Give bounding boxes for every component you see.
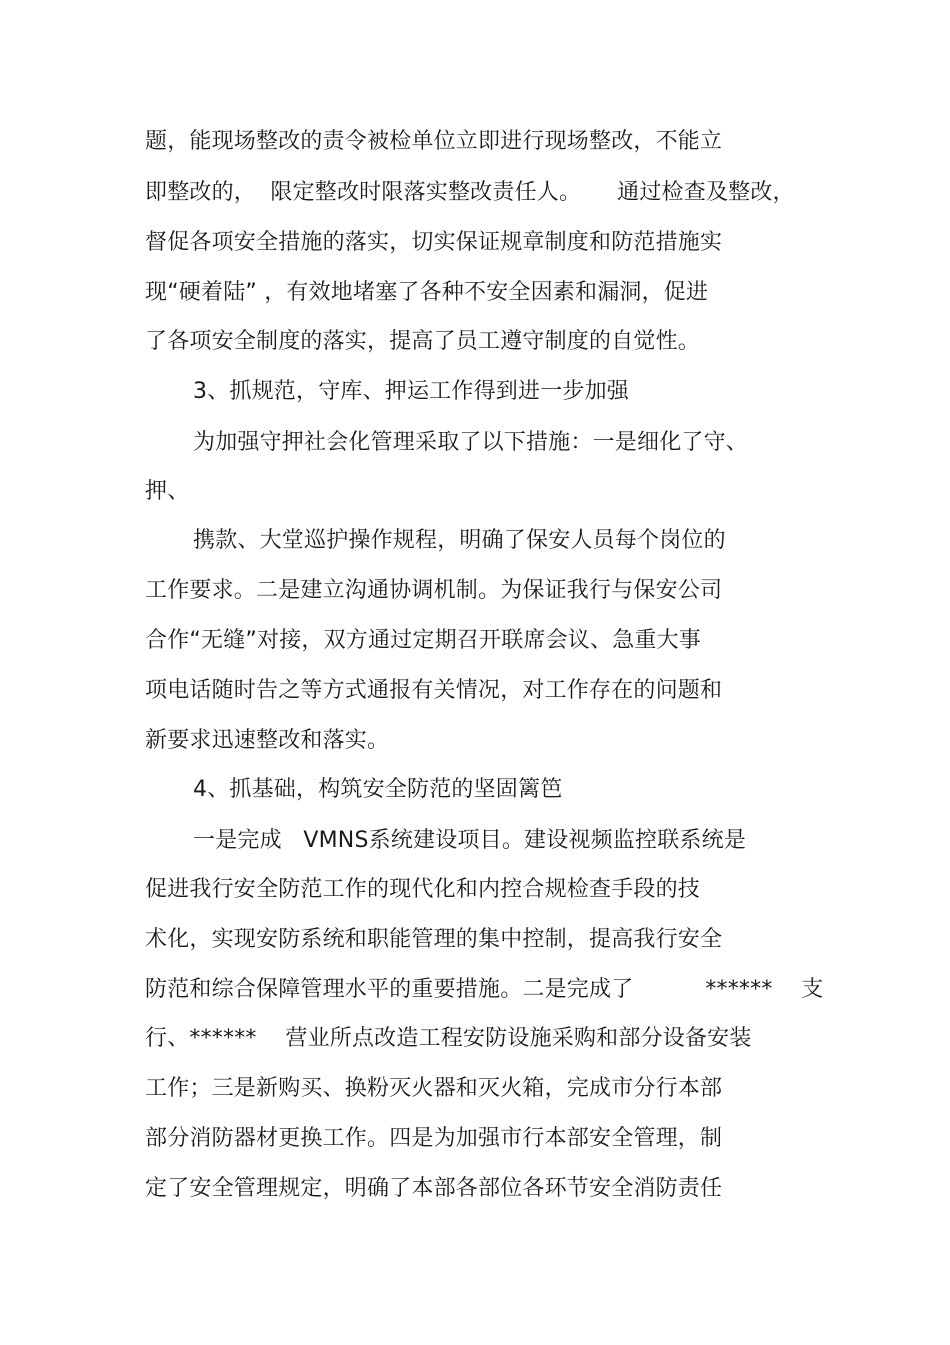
text-line: 部分消防器材更换工作。四是为加强市行本部安全管理，制 [145, 1126, 723, 1151]
text-line: 促进我行安全防范工作的现代化和内控合规检查手段的技 [145, 877, 701, 902]
text-line: 一是完成 VMNS系统建设项目。建设视频监控联系统是 [193, 828, 747, 853]
text-line: 合作“无缝”对接，双方通过定期召开联席会议、急重大事 [145, 628, 701, 653]
text-line: 工作要求。二是建立沟通协调机制。为保证我行与保安公司 [145, 578, 723, 603]
text-line: 携款、大堂巡护操作规程，明确了保安人员每个岗位的 [193, 528, 726, 553]
text-line: 了各项安全制度的落实，提高了员工遵守制度的自觉性。 [145, 329, 701, 354]
text-line: 行、****** 营业所点改造工程安防设施采购和部分设备安装 [145, 1026, 752, 1051]
text-line: 新要求迅速整改和落实。 [145, 728, 390, 753]
text-line: 押、 [145, 479, 190, 504]
text-line: 为加强守押社会化管理采取了以下措施：一是细化了守、 [193, 430, 749, 455]
text-line: 术化，实现安防系统和职能管理的集中控制，提高我行安全 [145, 927, 723, 952]
text-line: 题，能现场整改的责令被检单位立即进行现场整改，不能立 [145, 129, 723, 154]
section-heading-3: 3、抓规范，守库、押运工作得到进一步加强 [193, 379, 629, 404]
text-line: 现“硬着陆” ，有效地堵塞了各种不安全因素和漏洞，促进 [145, 280, 709, 305]
text-line: 防范和综合保障管理水平的重要措施。二是完成了 ****** 支 [145, 977, 824, 1002]
text-line: 定了安全管理规定，明确了本部各部位各环节安全消防责任 [145, 1176, 723, 1201]
text-line: 工作；三是新购买、换粉灭火器和灭火箱，完成市分行本部 [145, 1076, 723, 1101]
text-line: 督促各项安全措施的落实，切实保证规章制度和防范措施实 [145, 230, 723, 255]
section-heading-4: 4、抓基础，构筑安全防范的坚固篱笆 [193, 777, 563, 802]
text-line: 项电话随时告之等方式通报有关情况，对工作存在的问题和 [145, 678, 723, 703]
text-line: 即整改的， 限定整改时限落实整改责任人。 通过检查及整改， [145, 180, 795, 205]
